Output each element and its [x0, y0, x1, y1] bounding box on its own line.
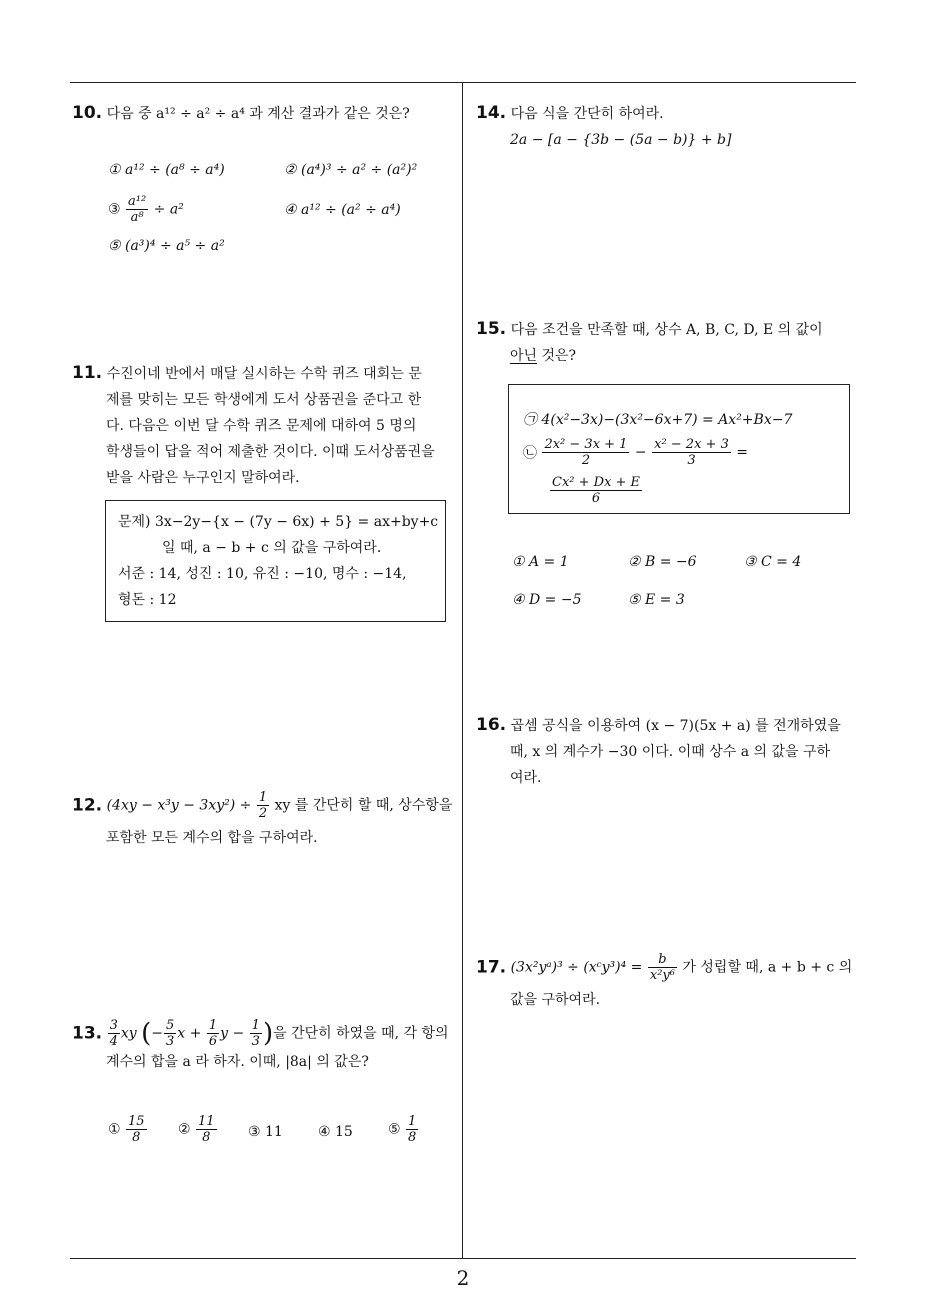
question-13: 13. $\frac{3}{4}$ xy (− $\frac{5}{3}$ x + $\frac{1}{6}$ y − $\frac{1}{3}$ )을 간단히 하였을 때, 각 항의 계수의 합을 a 라 하자. 이때, |8a| 의 값은? [72, 1018, 462, 1075]
question-number: 10. [72, 103, 103, 123]
q15-choices [512, 554, 852, 614]
fraction-half: $\frac{1}{2}$ [258, 790, 268, 821]
box-line-4: 형돈 : 12 [118, 592, 177, 608]
question-10 [72, 100, 457, 127]
paren-close: ) [262, 1018, 274, 1049]
expr-b: xy 를 간단히 할 때, 상수항을 [274, 797, 453, 814]
choice-3[interactable]: ③ 11 [248, 1124, 283, 1140]
box-line-3: 서준 : 14, 성진 : 10, 유진 : −10, 명수 : −14, [118, 566, 407, 582]
choice-4[interactable]: ④ 15 [318, 1124, 353, 1140]
question-14 [476, 100, 861, 153]
q15-condition-box [508, 384, 850, 514]
stem-line-1: 다음 조건을 만족할 때, 상수 A, B, C, D, E 의 값이 [510, 322, 823, 338]
box-line-1: 문제) 3x−2y−{x − (7y − 6x) + 5} = ax+by+c [118, 514, 439, 530]
choice-3[interactable] [108, 194, 184, 225]
top-rule [70, 82, 856, 83]
stem-line-2: 제를 맞히는 모든 학생에게 도서 상품권을 준다고 한 [106, 392, 422, 408]
choice-2[interactable]: ② $\frac{11}{8}$ [178, 1114, 215, 1145]
stem-line-2: 계수의 합을 a 라 하자. 이때, |8a| 의 값은? [106, 1054, 369, 1070]
fraction-5-3: $\frac{5}{3}$ [166, 1018, 175, 1049]
question-12 [72, 790, 462, 851]
question-number: 13. [72, 1023, 103, 1044]
question-11 [72, 360, 457, 491]
stem-line-2: 때, x 의 계수가 −30 이다. 이때 상수 a 의 값을 구하 [510, 744, 831, 760]
column-divider [462, 82, 463, 1258]
bottom-rule [70, 1258, 856, 1259]
question-number: 14. [476, 103, 507, 123]
stem-line-2: 포함한 모든 계수의 합을 구하여라. [106, 830, 318, 846]
condition-2-rhs: $\frac{\text{Cx² + Dx + E}}{6}$ [552, 475, 641, 506]
choice-2[interactable]: ② (a⁴)³ ÷ a² ÷ (a²)² [284, 162, 418, 178]
question-number: 15. [476, 319, 507, 339]
question-17 [476, 952, 866, 1013]
stem-line-5: 받을 사람은 누구인지 말하여라. [106, 470, 300, 486]
expr-a: (4xy − x³y − 3xy²) ÷ [106, 797, 252, 814]
question-number: 17. [476, 957, 507, 978]
question-15 [476, 316, 866, 369]
emphasis-not: 아닌 [510, 348, 538, 364]
stem-line-3: 다. 다음은 이번 달 수학 퀴즈 문제에 대하여 5 명의 [106, 418, 417, 434]
question-number: 12. [72, 795, 103, 816]
fraction-1-3: $\frac{1}{3}$ [251, 1018, 260, 1049]
q10-choices [108, 160, 458, 270]
expression: 2a − [a − {3b − (5a − b)} + b] [510, 132, 732, 148]
term-x: x + [177, 1025, 202, 1042]
stem-line-2: 값을 구하여라. [510, 992, 601, 1008]
question-stem: 다음 중 a¹² ÷ a² ÷ a⁴ 과 계산 결과가 같은 것은? [106, 106, 410, 122]
choice-5[interactable]: ⑤ $\frac{1}{8}$ [388, 1114, 417, 1145]
choice-4[interactable]: ④ a¹² ÷ (a² ÷ a⁴) [284, 202, 401, 218]
stem-tail: 을 간단히 하였을 때, 각 항의 [273, 1025, 449, 1042]
fraction-3-4: $\frac{3}{4}$ [109, 1018, 118, 1049]
q13-choices [108, 1114, 458, 1154]
condition-1: ㉠ 4(x²−3x)−(3x²−6x+7) = Ax²+Bx−7 [523, 412, 793, 428]
choice-4[interactable]: ④ D = −5 [512, 592, 582, 608]
stem-line-4: 학생들이 답을 적어 제출한 것이다. 이때 도서상품권을 [106, 444, 435, 460]
page-number: 2 [456, 1266, 470, 1290]
choice-1[interactable]: ① $\frac{15}{8}$ [108, 1114, 145, 1145]
question-number: 16. [476, 715, 507, 735]
expr-a: (3x²yᵃ)³ ÷ (xᶜy³)⁴ = [510, 959, 643, 976]
choice-3-fraction: $\frac{\text{a¹²}}{\text{a⁸}}$ [128, 194, 147, 225]
q11-problem-box [105, 500, 446, 622]
expr-b: 가 성립할 때, a + b + c 의 [682, 959, 853, 976]
term-y: y − [220, 1025, 245, 1042]
stem-line-1: 수진이네 반에서 매달 실시하는 수학 퀴즈 대회는 문 [106, 366, 422, 382]
stem-line-1: 곱셈 공식을 이용하여 (x − 7)(5x + a) 를 전개하였을 [510, 718, 841, 734]
question-16 [476, 712, 866, 791]
choice-5[interactable]: ⑤ E = 3 [628, 592, 685, 608]
choice-5[interactable]: ⑤ (a³)⁴ ÷ a⁵ ÷ a² [108, 238, 225, 254]
condition-2: ㉡ $\frac{\text{2x² − 3x + 1}}{2}$ − $\frac{\text{x² − 2x + 3}}{3}$ = [523, 437, 749, 468]
choice-3-tail: ÷ a² [153, 201, 184, 218]
fraction-1-6: $\frac{1}{6}$ [208, 1018, 218, 1049]
fraction-b: $\frac{b}{\text{x²y⁶}}$ [649, 952, 675, 983]
paren-open: ( [141, 1018, 152, 1049]
question-number: 11. [72, 363, 103, 383]
choice-2[interactable]: ② B = −6 [628, 554, 697, 570]
choice-1[interactable]: ① a¹² ÷ (a⁸ ÷ a⁴) [108, 162, 225, 178]
box-line-2: 일 때, a − b + c 의 값을 구하여라. [162, 540, 382, 556]
question-stem: 다음 식을 간단히 하여라. [510, 106, 664, 122]
choice-3-label: ③ [108, 201, 121, 218]
choice-3[interactable]: ③ C = 4 [744, 554, 802, 570]
stem-line-3: 여라. [510, 770, 542, 786]
stem-line-2: 것은? [537, 348, 577, 364]
choice-1[interactable]: ① A = 1 [512, 554, 569, 570]
term-xy: xy [120, 1025, 137, 1042]
